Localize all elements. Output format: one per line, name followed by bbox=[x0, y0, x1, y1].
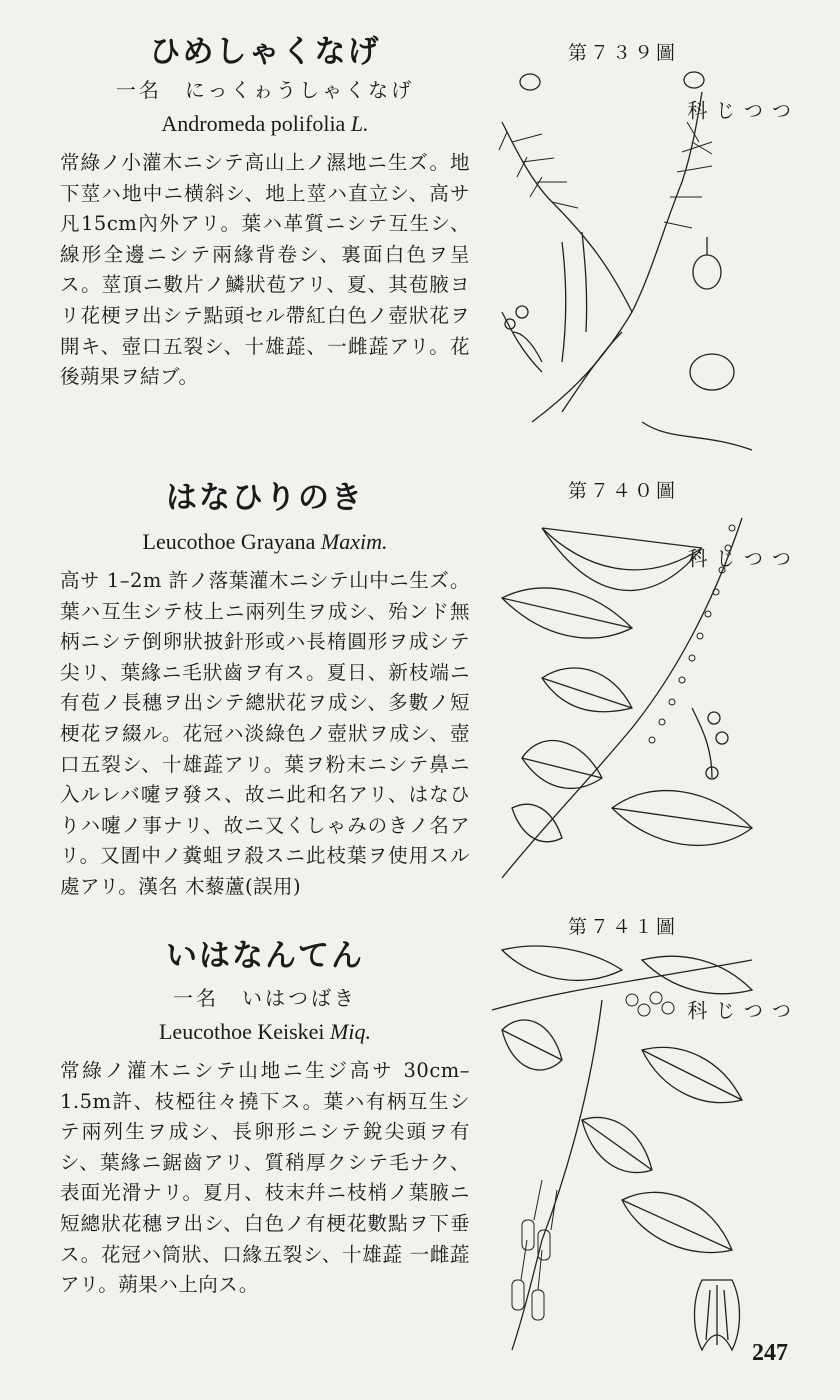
description-text: 常綠ノ灌木ニシテ山地ニ生ジ高サ 30cm–1.5m許、枝椏往々撓下ス。葉ハ有柄互生シテ兩列生ヲ成シ、長卵形ニシテ銳尖頭ヲ有シ、葉緣ニ鋸齒アリ、質稍厚クシテ毛ナク、表面光滑ナリ。夏月、枝末幷ニ枝梢ノ葉腋ニ短總狀花穗ヲ出シ、白色ノ有梗花數點ヲ下垂ス。花冠ハ筒狀、口緣五裂シ、十雄蕋 一雌蕋アリ。蒴果ハ上向ス。 bbox=[60, 1059, 470, 1297]
page-number: 247 bbox=[752, 1340, 788, 1366]
author-abbrev: L. bbox=[350, 111, 369, 136]
plant-illustration-739 bbox=[482, 62, 758, 454]
figure-label: 第７３９圖 bbox=[568, 42, 679, 64]
family-label: つつじ科 bbox=[684, 100, 792, 124]
author-abbrev: Maxim. bbox=[320, 529, 388, 554]
scientific-name bbox=[60, 524, 470, 560]
genus-species: Andromeda polifolia bbox=[161, 111, 351, 136]
plant-title: ひめしゃくなげ bbox=[149, 34, 381, 70]
genus-species: Leucothoe Grayana bbox=[142, 529, 321, 554]
plant-title: はなひりのき bbox=[166, 480, 364, 516]
scientific-name bbox=[60, 1014, 470, 1050]
author-abbrev: Miq. bbox=[330, 1019, 371, 1044]
alternate-name: 一名 いはつばき bbox=[173, 986, 357, 1010]
family-label: つつじ科 bbox=[684, 1000, 792, 1024]
family-label: つつじ科 bbox=[684, 548, 792, 572]
plant-illustration-741 bbox=[482, 940, 758, 1360]
plant-title: いはなんてん bbox=[166, 938, 364, 974]
plant-illustration-740 bbox=[482, 508, 758, 884]
figure-label: 第７４１圖 bbox=[568, 916, 679, 938]
description-text: 高サ 1–2m 許ノ落葉灌木ニシテ山中ニ生ズ。葉ハ互生シテ枝上ニ兩列生ヲ成シ、殆ンド無柄ニシテ倒卵狀披針形或ハ長楕圓形ヲ成シテ尖リ、葉緣ニ毛狀齒ヲ有ス。夏日、新枝端ニ有苞ノ長穗ヲ出シテ總狀花ヲ成シ、多數ノ短梗花ヲ綴ル。花冠ハ淡綠色ノ壺狀ヲ成シ、壺口五裂シ、十雄蕋アリ。葉ヲ粉末ニシテ鼻ニ入ルレバ嚔ヲ發ス、故ニ此和名アリ、はなひりハ嚔ノ事ナリ、故ニ又くしゃみのきノ名アリ。又圊中ノ糞蛆ヲ殺スニ此枝葉ヲ使用スル處アリ。漢名 木藜蘆(誤用) bbox=[60, 569, 470, 898]
description-text: 常綠ノ小灌木ニシテ高山上ノ濕地ニ生ズ。地下莖ハ地中ニ横斜シ、地上莖ハ直立シ、高サ凡15cm內外アリ。葉ハ革質ニシテ互生シ、線形全邊ニシテ兩緣背卷シ、裏面白色ヲ呈ス。莖頂ニ數片ノ鱗狀苞アリ、夏、其苞腋ヨリ花梗ヲ出シテ點頭セル帶紅白色ノ壺狀花ヲ開キ、壺口五裂シ、十雄蕋、一雌蕋アリ。花後蒴果ヲ結ブ。 bbox=[60, 151, 470, 389]
entry-text bbox=[60, 934, 470, 1301]
genus-species: Leucothoe Keiskei bbox=[158, 1019, 331, 1044]
alternate-name: 一名 にっくゎうしゃくなげ bbox=[115, 78, 415, 102]
figure-label: 第７４０圖 bbox=[568, 480, 679, 502]
entry-text bbox=[60, 476, 470, 903]
entry-text bbox=[60, 30, 470, 393]
scientific-name bbox=[60, 106, 470, 142]
